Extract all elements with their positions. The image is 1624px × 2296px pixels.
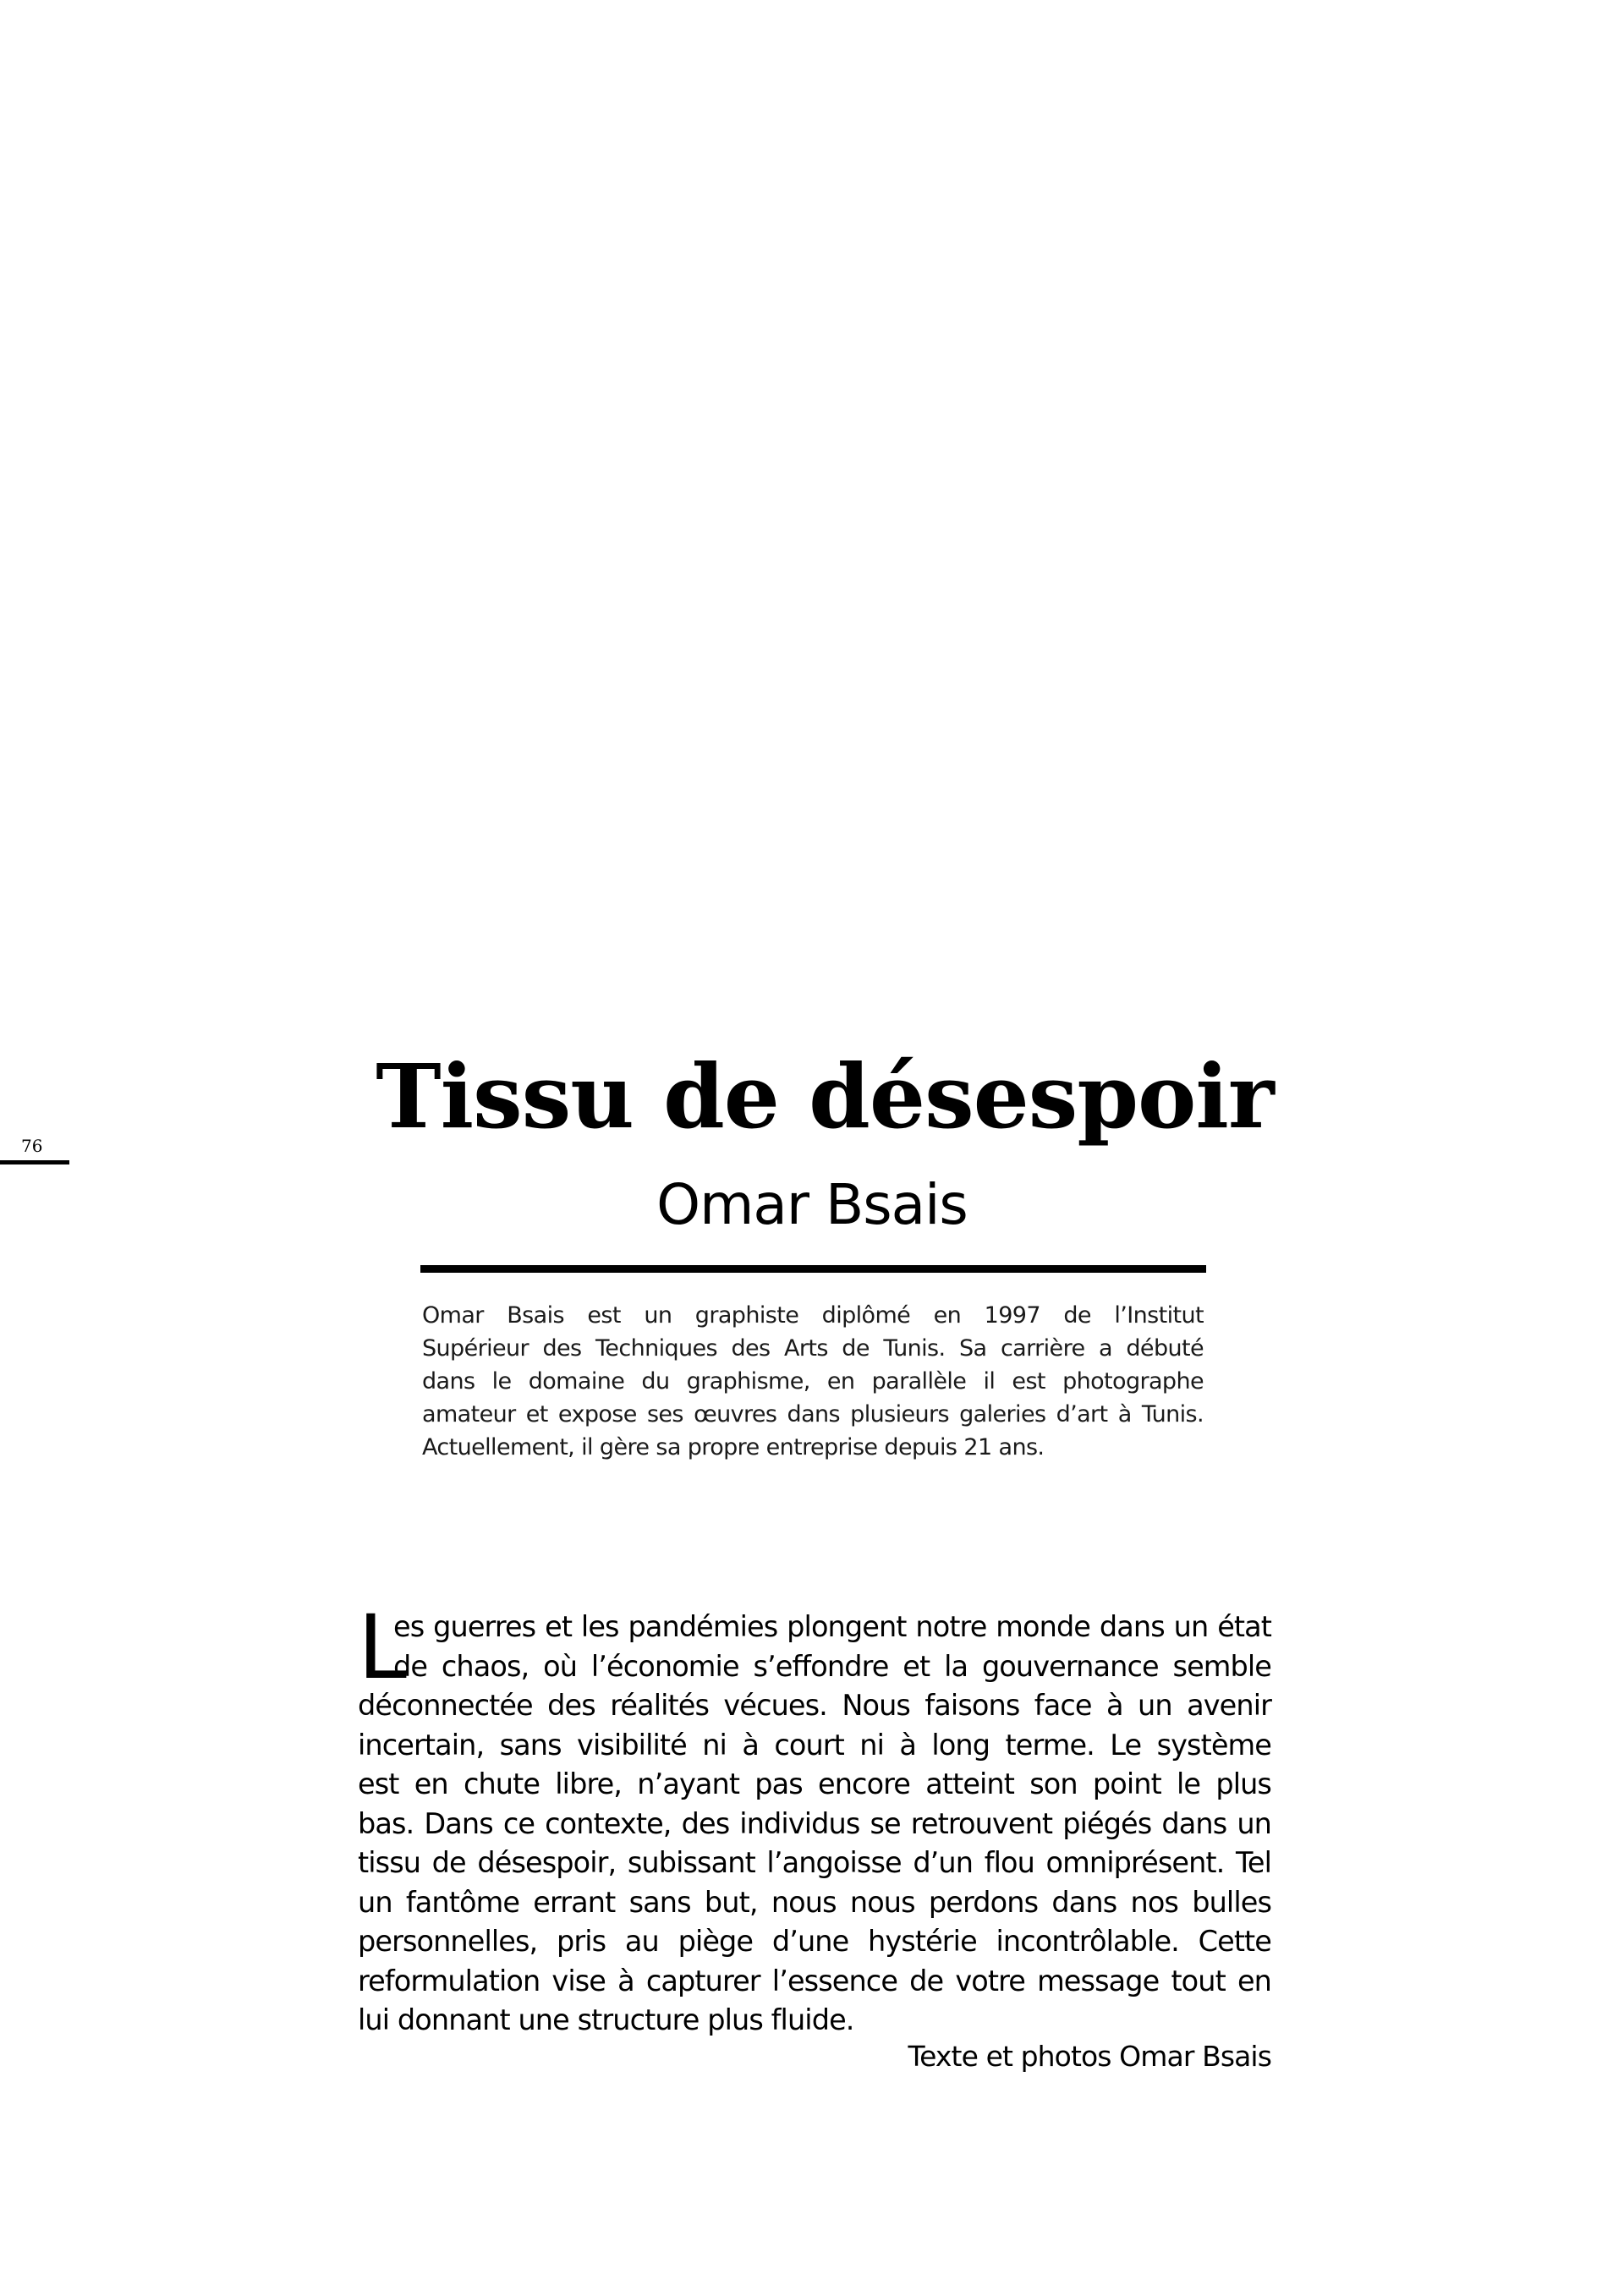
bio-line: dans le domaine du graphisme, en parallèle il est photographe bbox=[422, 1368, 1204, 1395]
body-line: tissu de désespoir, subissant l’angoisse d’un flou omniprésent. Tel bbox=[358, 1846, 1271, 1879]
photo-credit: Texte et photos Omar Bsais bbox=[908, 2040, 1271, 2073]
body-line: déconnectée des réalités vécues. Nous faisons face à un avenir bbox=[358, 1689, 1271, 1722]
drop-cap: L bbox=[358, 1596, 407, 1699]
body-line: de chaos, où l’économie s’effondre et la gouvernance semble bbox=[393, 1649, 1271, 1683]
body-line: bas. Dans ce contexte, des individus se retrouvent piégés dans un bbox=[358, 1806, 1271, 1840]
bio-line: Omar Bsais est un graphiste diplômé en 1997 de l’Institut bbox=[422, 1302, 1204, 1329]
article-body bbox=[358, 1596, 1271, 2041]
body-line: incertain, sans visibilité ni à court ni à long terme. Le système bbox=[358, 1728, 1271, 1762]
body-line: es guerres et les pandémies plongent notre monde dans un état bbox=[393, 1610, 1271, 1643]
page-number-rule bbox=[0, 1160, 69, 1164]
article-author: Omar Bsais bbox=[656, 1172, 968, 1237]
bio-line: Actuellement, il gère sa propre entreprise depuis 21 ans. bbox=[422, 1434, 1045, 1460]
bio-line: amateur et expose ses œuvres dans plusieurs galeries d’art à Tunis. bbox=[422, 1401, 1204, 1427]
body-line: reformulation vise à capturer l’essence de votre message tout en bbox=[358, 1964, 1271, 1997]
body-line: lui donnant une structure plus fluide. bbox=[358, 2003, 854, 2036]
body-line: est en chute libre, n’ayant pas encore atteint son point le plus bbox=[358, 1767, 1271, 1800]
body-line: personnelles, pris au piège d’une hystérie incontrôlable. Cette bbox=[358, 1925, 1271, 1958]
page-number: 76 bbox=[21, 1136, 43, 1156]
body-line: un fantôme errant sans but, nous nous perdons dans nos bulles bbox=[358, 1885, 1271, 1919]
article-title: Tissu de désespoir bbox=[376, 1044, 1274, 1148]
author-bio bbox=[422, 1299, 1204, 1464]
title-divider bbox=[420, 1265, 1206, 1273]
bio-line: Supérieur des Techniques des Arts de Tunis. Sa carrière a débuté bbox=[422, 1335, 1204, 1362]
